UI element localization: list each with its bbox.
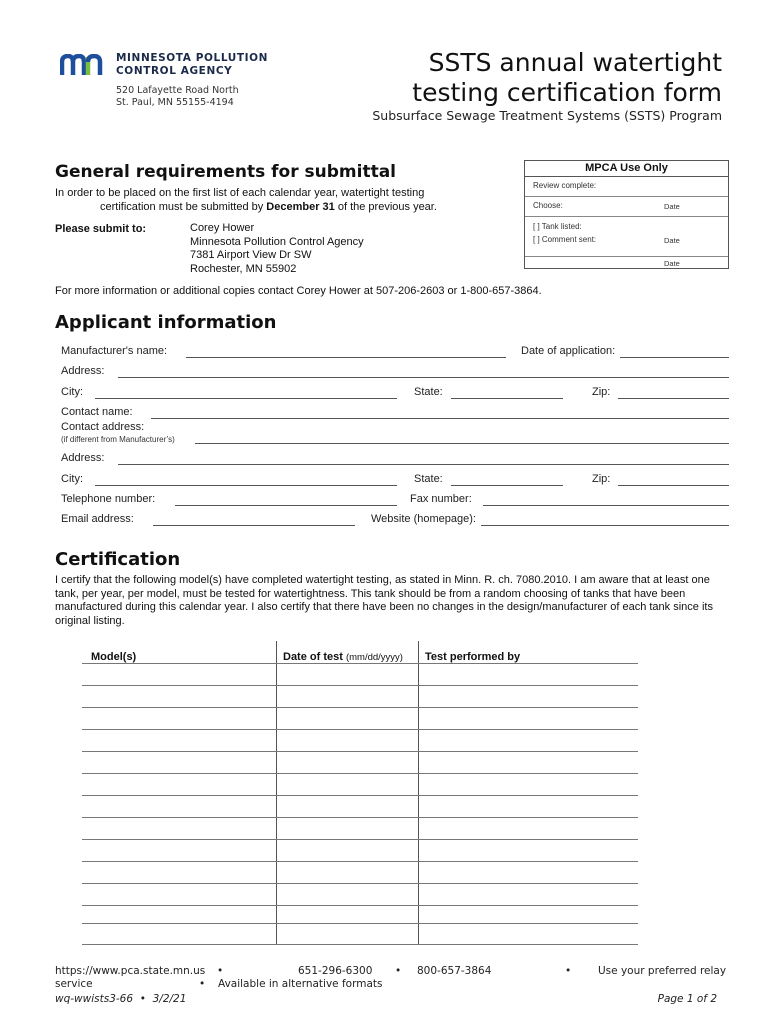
footer-bullet: • <box>565 965 572 977</box>
choose-label: Choose: <box>533 201 563 210</box>
mpca-divider <box>525 216 728 217</box>
mpca-divider <box>525 256 728 257</box>
telephone-field[interactable] <box>175 505 397 506</box>
address-line2: St. Paul, MN 55155-4194 <box>116 97 234 108</box>
col-models-header: Model(s) <box>91 651 137 663</box>
address-line1: 520 Lafayette Road North <box>116 85 239 96</box>
submit-name: Corey Hower <box>190 222 255 234</box>
address-field[interactable] <box>118 377 729 378</box>
doc-date: 3/2/21 <box>152 993 187 1005</box>
intro-deadline: December 31 <box>266 201 335 213</box>
table-row[interactable] <box>82 707 638 708</box>
submit-address <box>190 222 364 276</box>
agency-name <box>116 52 268 78</box>
date-label-2: Date <box>664 236 680 245</box>
table-row[interactable] <box>82 663 638 664</box>
table-row[interactable] <box>82 861 638 862</box>
city-label: City: <box>61 386 83 398</box>
fax-label: Fax number: <box>410 493 472 505</box>
footer-doc-id <box>55 993 186 1005</box>
contact-address-label: Contact address: <box>61 421 145 433</box>
submit-org: Minnesota Pollution Control Agency <box>190 235 364 248</box>
manufacturer-name-label: Manufacturer's name: <box>61 345 168 357</box>
city-field[interactable] <box>95 398 397 399</box>
contact-address-note: (if different from Manufacturer’s) <box>61 435 175 444</box>
col-date-header <box>283 651 403 663</box>
agency-address <box>116 85 239 109</box>
general-intro <box>55 186 495 214</box>
mpca-box-title: MPCA Use Only <box>525 161 728 177</box>
table-row[interactable] <box>82 817 638 818</box>
intro-line2-pre: certification must be submitted by <box>100 201 267 213</box>
submit-label: Please submit to: <box>55 223 147 235</box>
email-field[interactable] <box>153 525 355 526</box>
table-row[interactable] <box>82 883 638 884</box>
more-info: For more information or additional copies contact Corey Hower at 507-206-2603 or 1-800-657-3864. <box>55 285 542 297</box>
tank-listed-checkbox[interactable]: [ ] Tank listed: <box>533 222 582 231</box>
agency-name-line1: MINNESOTA POLLUTION <box>116 52 269 64</box>
table-row[interactable] <box>82 944 638 945</box>
table-row[interactable] <box>82 795 638 796</box>
footer-bullet: • <box>217 965 224 977</box>
date-label-3: Date <box>664 259 680 268</box>
table-row[interactable] <box>82 905 638 906</box>
footer-bullet: • <box>395 965 402 977</box>
footer-phone1: 651-296-6300 <box>298 965 373 977</box>
footer-relay: Use your preferred relay <box>598 965 727 977</box>
page-number: Page 1 of 2 <box>657 993 717 1005</box>
intro-line1: In order to be placed on the first list of each calendar year, watertight testing <box>55 187 425 199</box>
fax-field[interactable] <box>483 505 729 506</box>
table-col-divider <box>418 641 419 945</box>
zip-label: Zip: <box>592 386 611 398</box>
footer-phone2: 800-657-3864 <box>417 965 492 977</box>
comment-sent-checkbox[interactable]: [ ] Comment sent: <box>533 235 597 244</box>
table-row[interactable] <box>82 729 638 730</box>
intro-line2-post: of the previous year. <box>334 201 437 213</box>
table-row[interactable] <box>82 923 638 924</box>
submit-city: Rochester, MN 55902 <box>190 262 297 275</box>
general-heading: General requirements for submittal <box>55 162 397 182</box>
telephone-label: Telephone number: <box>61 493 156 505</box>
city2-label: City: <box>61 473 83 485</box>
state-field[interactable] <box>451 398 563 399</box>
review-complete-label: Review complete: <box>533 181 597 190</box>
footer-alt-formats: Available in alternative formats <box>218 978 383 990</box>
zip2-label: Zip: <box>592 473 611 485</box>
state2-label: State: <box>414 473 443 485</box>
state-label: State: <box>414 386 443 398</box>
footer-service: service <box>55 978 93 990</box>
col-performed-header: Test performed by <box>425 651 521 663</box>
address-label: Address: <box>61 365 105 377</box>
website-field[interactable] <box>481 525 729 526</box>
agency-name-line2: CONTROL AGENCY <box>116 65 233 77</box>
table-row[interactable] <box>82 839 638 840</box>
applicant-heading: Applicant information <box>55 312 277 333</box>
certification-text: I certify that the following model(s) have completed watertight testing, as stated in Minn. R. ch. 7080.2010. I am aware that at least one tank, per year, per model, must be tested for watertightness. This tank should be from a random choosing of tanks that have been manufactured during this calendar year. I also certify that there have been no changes in the design/manufacturer of each tank since its original listing. <box>55 574 713 627</box>
models-table <box>82 641 638 945</box>
city2-field[interactable] <box>95 485 397 486</box>
zip2-field[interactable] <box>618 485 729 486</box>
date-label-1: Date <box>664 202 680 211</box>
contact-address-field[interactable] <box>195 443 729 444</box>
table-row[interactable] <box>82 773 638 774</box>
mpca-logo-icon <box>60 54 112 76</box>
table-row[interactable] <box>82 751 638 752</box>
contact-name-label: Contact name: <box>61 406 133 418</box>
date-of-application-label: Date of application: <box>521 345 616 357</box>
title-line1: SSTS annual watertight <box>428 48 722 77</box>
page-subtitle: Subsurface Sewage Treatment Systems (SSTS) Program <box>372 108 722 123</box>
page-title <box>362 48 722 108</box>
title-line2: testing certification form <box>412 78 722 107</box>
table-col-divider <box>276 641 277 945</box>
certification-heading: Certification <box>55 549 181 570</box>
mpca-use-only-box <box>524 160 729 269</box>
address2-field[interactable] <box>118 464 729 465</box>
col-date-label: Date of test <box>283 651 343 663</box>
submit-street: 7381 Airport View Dr SW <box>190 249 312 261</box>
footer-url[interactable]: https://www.pca.state.mn.us <box>55 965 206 977</box>
manufacturer-name-field[interactable] <box>186 357 506 358</box>
zip-field[interactable] <box>618 398 729 399</box>
col-date-hint: (mm/dd/yyyy) <box>345 652 403 663</box>
date-of-application-field[interactable] <box>620 357 729 358</box>
mpca-divider <box>525 196 728 197</box>
state2-field[interactable] <box>451 485 563 486</box>
footer-bullet: • <box>199 978 206 990</box>
website-label: Website (homepage): <box>371 513 476 525</box>
table-row[interactable] <box>82 685 638 686</box>
doc-id: wq-wwists3-66 <box>55 993 134 1005</box>
intro-line2 <box>55 200 495 214</box>
footer-bullet: • <box>139 993 146 1005</box>
address2-label: Address: <box>61 452 105 464</box>
email-label: Email address: <box>61 513 134 525</box>
contact-name-field[interactable] <box>151 418 729 419</box>
